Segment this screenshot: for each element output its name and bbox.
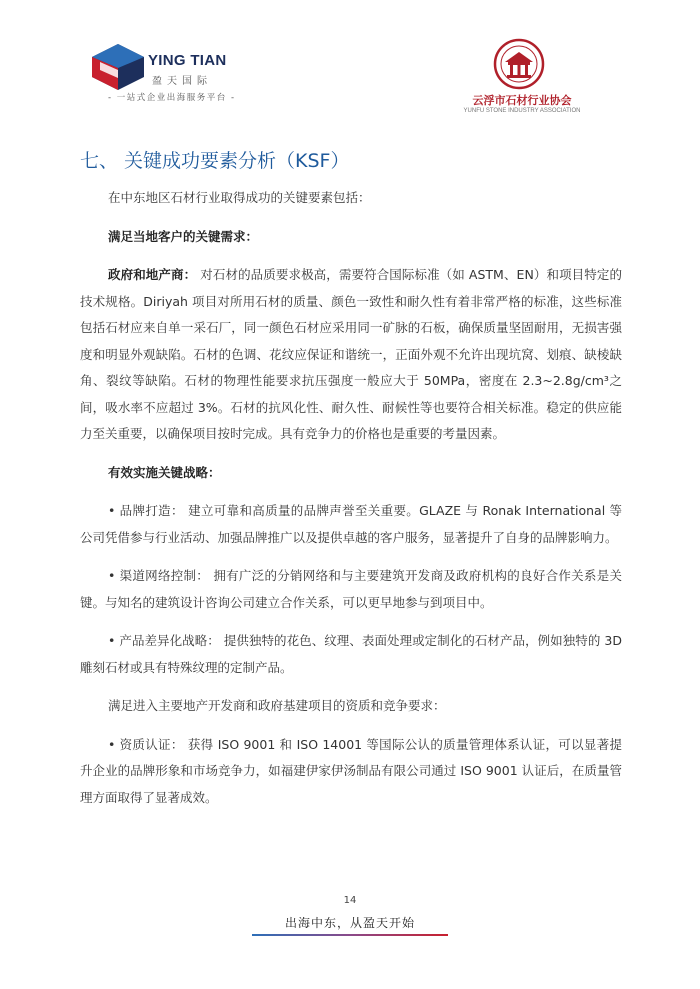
bullet-certification: • 资质认证： 获得 ISO 9001 和 ISO 14001 等国际公认的质量管理体系认证，可以显著提升企业的品牌形象和市场竞争力，如福建伊家伊汤制品有限公司通过 ISO 9001 认证后，在质量管理方面取得了显著成效。: [80, 736, 622, 805]
section-title: 七、 关键成功要素分析（KSF）: [80, 150, 350, 172]
bullet-channel-network: • 渠道网络控制： 拥有广泛的分销网络和与主要建筑开发商及政府机构的良好合作关系是关键。与知名的建筑设计咨询公司建立合作关系，可以更早地参与到项目中。: [80, 568, 622, 610]
paragraph-government-developers: [80, 262, 622, 448]
association-seal-icon: [493, 38, 545, 90]
bullet-product-differentiation: • 产品差异化战略： 提供独特的花色、纹理、表面处理或定制化的石材产品，例如独特的 3D 雕刻石材或具有特殊纹理的定制产品。: [80, 633, 622, 675]
text-government-developers: 对石材的品质要求极高，需要符合国际标准（如 ASTM、EN）和项目特定的技术规格。Diriyah 项目对所用石材的质量、颜色一致性和耐久性有着非常严格的标准，这些标准包括石材应来自单一采石厂，同一颜色石材应采用同一矿脉的石板，确保质量坚固耐用，无损害强度和明显外观缺陷。石材的色调、花纹应保证和谐统一，正面外观不允许出现坑窝、划痕、缺棱缺角、裂纹等缺陷。石材的物理性能要求抗压强度一般应大于 50MPa，密度在 2.3~2.8g/cm³之间，吸水率不应超过 3%。石材的抗风化性、耐久性、耐候性等也要符合相关标准。稳定的供应能力至关重要，以确保项目按时完成。具有竞争力的价格也是重要的考量因素。: [80, 267, 622, 441]
label-government-developers: 政府和地产商：: [108, 267, 197, 282]
association-logo: [462, 38, 582, 120]
subheading-key-strategies: 有效实施关键战略：: [108, 464, 221, 480]
page-header: [0, 0, 700, 140]
brand-name-en: YING TIAN: [148, 52, 227, 69]
brand-name-cn: 盈天国际: [152, 76, 212, 87]
subheading-qualification: 满足进入主要地产开发商和政府基建项目的资质和竞争要求：: [108, 698, 446, 713]
footer-divider: [252, 934, 448, 936]
main-content: [80, 185, 622, 823]
subheading-customer-needs: 满足当地客户的关键需求：: [108, 228, 259, 244]
page-number: 14: [343, 895, 357, 906]
brand-tagline: - 一站式企业出海服务平台 -: [108, 93, 236, 103]
association-name-en: YUNFU STONE INDUSTRY ASSOCIATION: [463, 108, 581, 114]
intro-paragraph: 在中东地区石材行业取得成功的关键要素包括：: [108, 190, 371, 205]
bullet-brand-building: • 品牌打造： 建立可靠和高质量的品牌声誉至关重要。GLAZE 与 Ronak International 等公司凭借参与行业活动、加强品牌推广以及提供卓越的客户服务，显著提升了自身的品牌影响力。: [80, 503, 622, 545]
yingtian-logo-icon: [92, 44, 144, 90]
footer-slogan: 出海中东，从盈天开始: [284, 916, 415, 930]
association-name-cn: 云浮市石材行业协会: [472, 94, 572, 107]
